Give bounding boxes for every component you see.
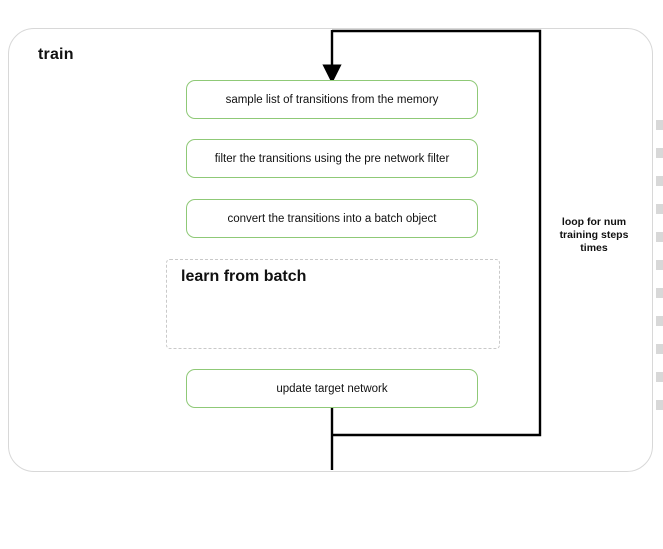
- panel-edge-dash: [656, 232, 663, 242]
- panel-edge-dash: [656, 176, 663, 186]
- subprocess-label: learn from batch: [181, 268, 307, 285]
- panel-edge-dash: [656, 260, 663, 270]
- loop-annotation: loop for num training steps times: [559, 216, 629, 254]
- step-sample-transitions[interactable]: [186, 80, 478, 119]
- step-label: convert the transitions into a batch object: [227, 212, 437, 225]
- panel-edge-dash: [656, 344, 663, 354]
- step-label: update target network: [276, 382, 388, 395]
- panel-edge-dash: [656, 316, 663, 326]
- step-label: filter the transitions using the pre network filter: [214, 152, 450, 165]
- panel-edge-dash: [656, 400, 663, 410]
- panel-edge-dash: [656, 372, 663, 382]
- step-label: sample list of transitions from the memory: [225, 93, 439, 106]
- panel-edge-dash: [656, 120, 663, 130]
- step-convert-batch[interactable]: [186, 199, 478, 238]
- panel-edge-dash: [656, 148, 663, 158]
- panel-edge-dash: [656, 288, 663, 298]
- panel-title: train: [38, 46, 74, 63]
- step-update-target-network[interactable]: [186, 369, 478, 408]
- step-filter-transitions[interactable]: [186, 139, 478, 178]
- panel-edge-dash: [656, 204, 663, 214]
